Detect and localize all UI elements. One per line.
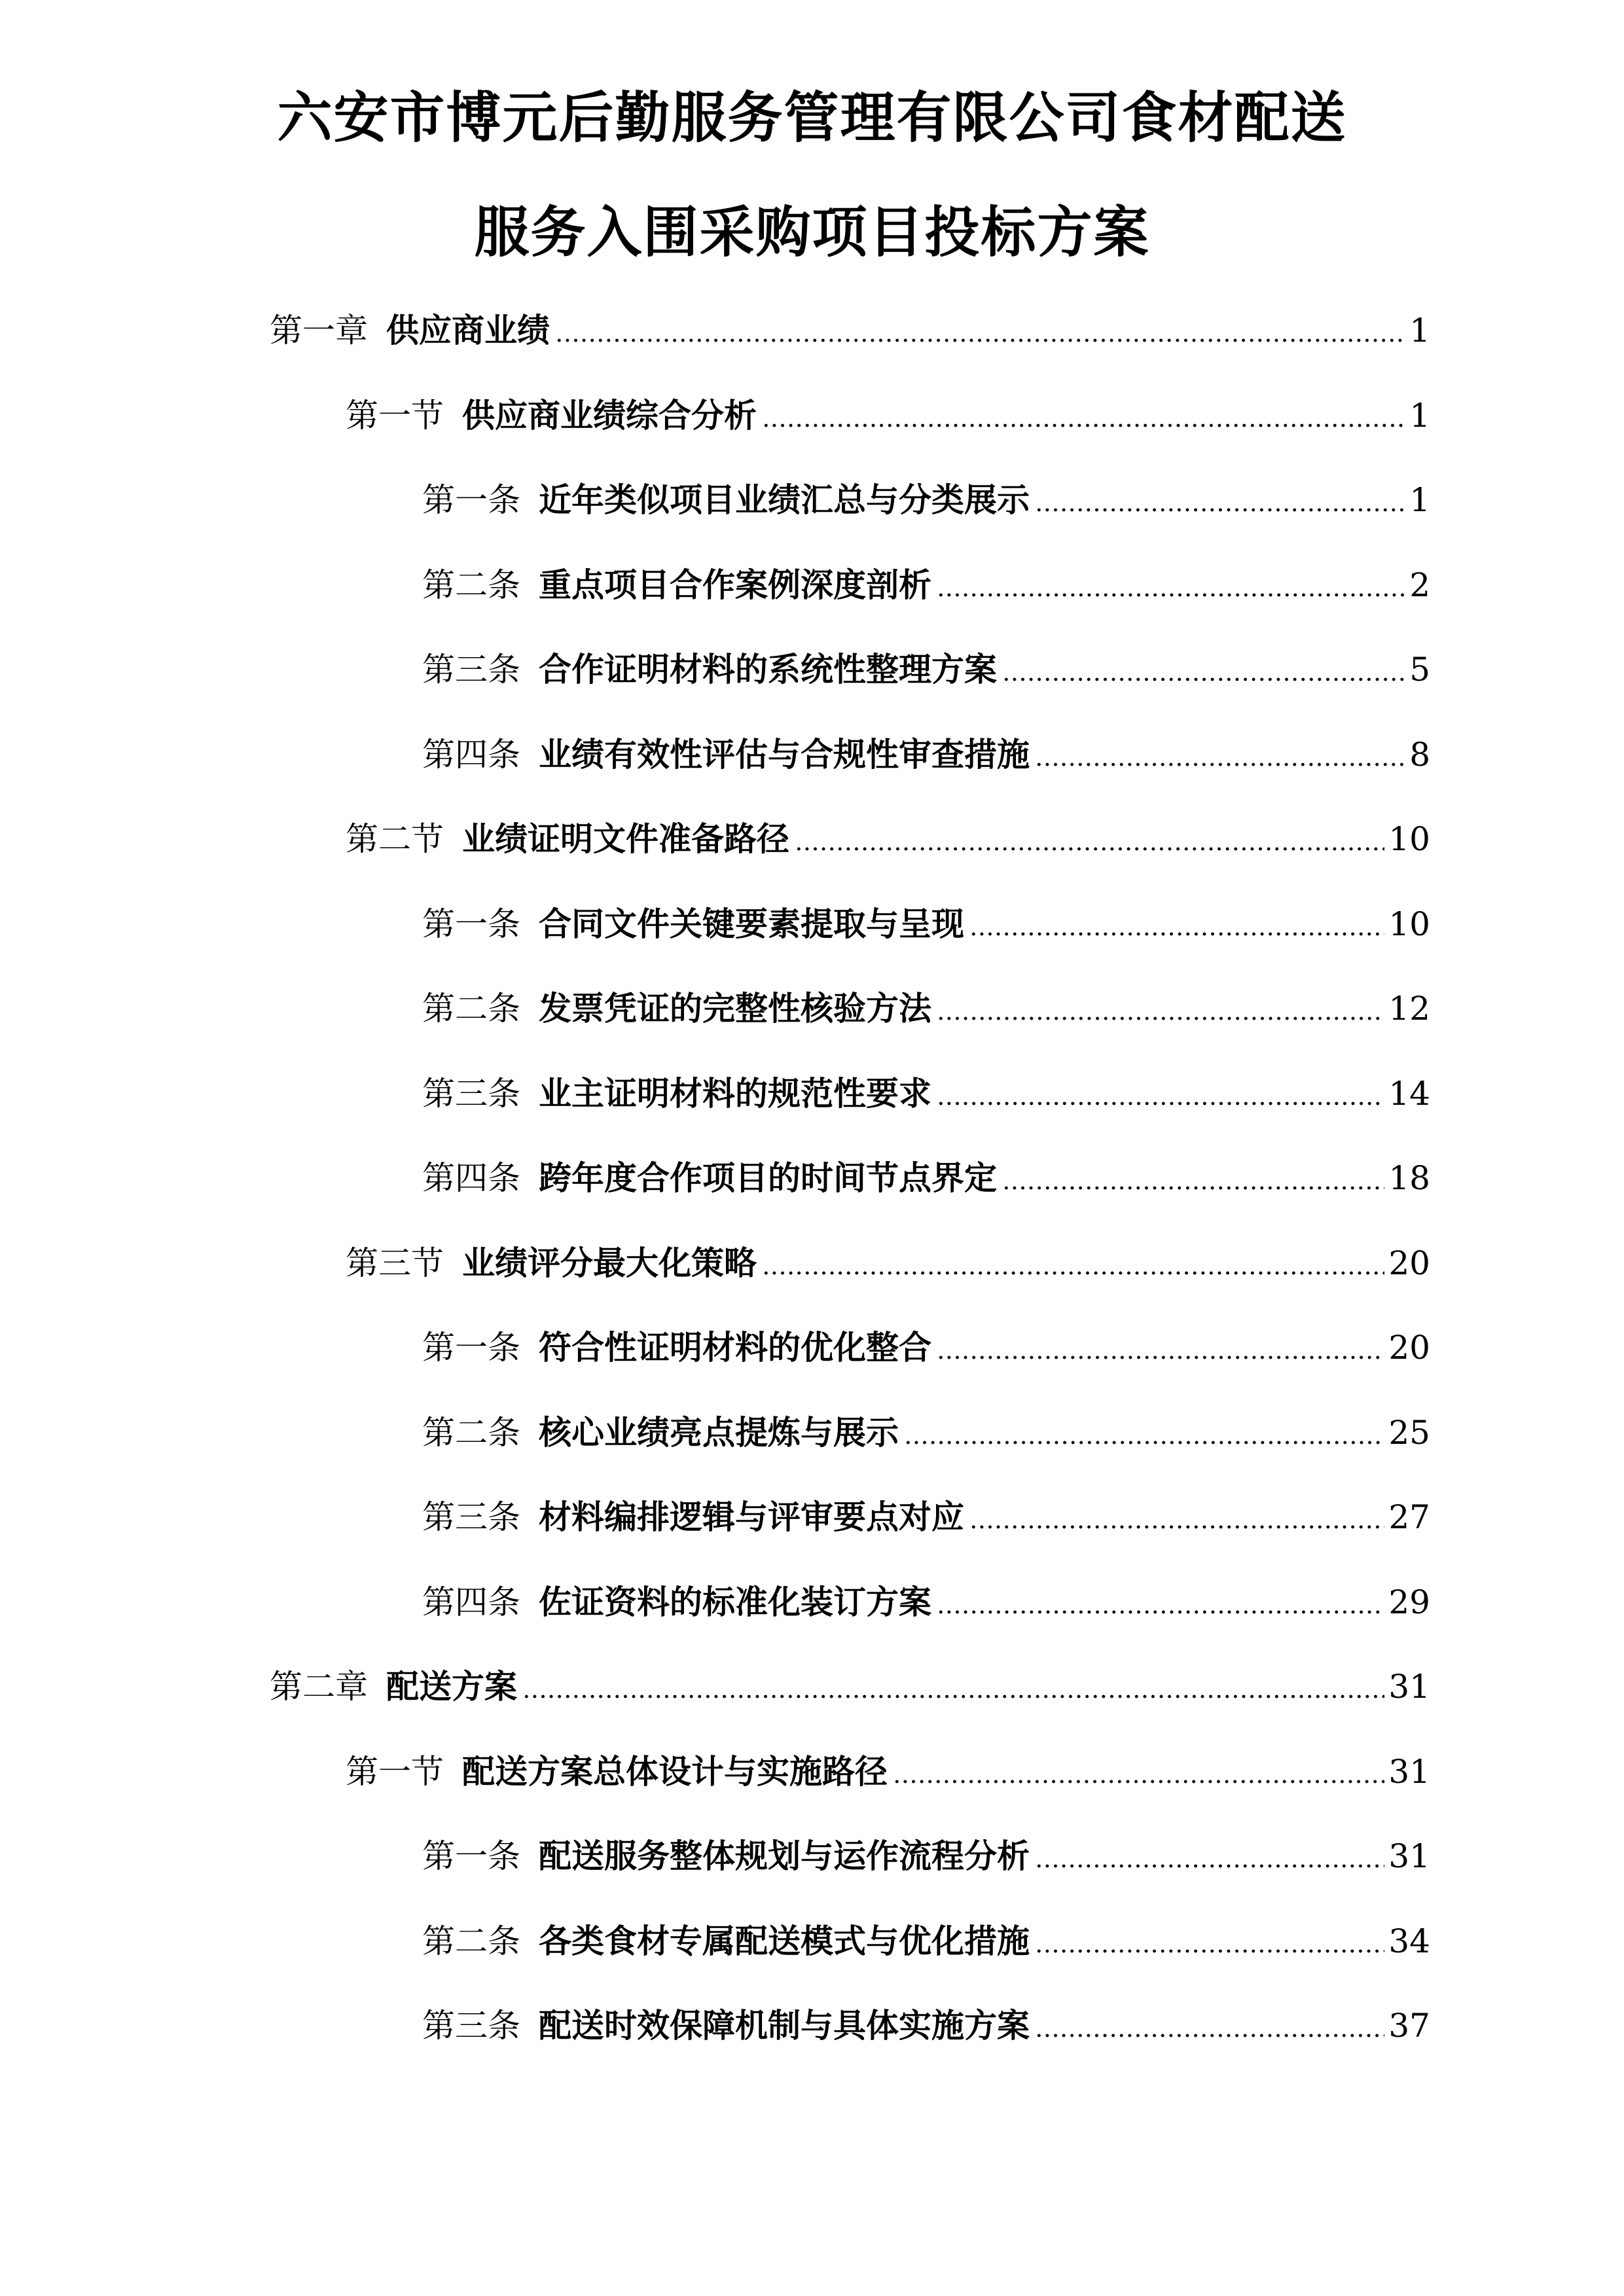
- toc-dot-leader: [795, 840, 1384, 853]
- toc-entry-title: 供应商业绩: [386, 312, 550, 350]
- toc-dot-leader: [762, 1264, 1384, 1277]
- toc-entry[interactable]: [422, 732, 1430, 778]
- toc-entry-number: 第三条: [422, 2007, 520, 2045]
- toc-dot-leader: [1002, 670, 1405, 683]
- toc-entry-title: 供应商业绩综合分析: [462, 396, 757, 435]
- toc-entry-title: 各类食材专属配送模式与优化措施: [539, 1922, 1030, 1960]
- toc-entry-title: 配送方案: [386, 1668, 517, 1706]
- toc-dot-leader: [937, 1603, 1384, 1616]
- toc-entry-page-number: 1: [1409, 312, 1430, 350]
- document-title-line-1: 六安市博元后勤服务管理有限公司食材配送: [277, 86, 1347, 150]
- toc-entry-page-number: 37: [1388, 2007, 1430, 2045]
- toc-entry-title: 合作证明材料的系统性整理方案: [539, 651, 997, 689]
- toc-entry-title: 近年类似项目业绩汇总与分类展示: [539, 481, 1030, 519]
- toc-entry-number: 第一条: [422, 1837, 520, 1875]
- toc-dot-leader: [904, 1433, 1384, 1446]
- toc-entry-page-number: 1: [1409, 396, 1430, 435]
- toc-dot-leader: [969, 925, 1384, 938]
- toc-entry-page-number: 12: [1388, 990, 1430, 1028]
- toc-dot-leader: [522, 1687, 1384, 1700]
- toc-dot-leader: [937, 1009, 1384, 1022]
- toc-entry[interactable]: [422, 2003, 1430, 2049]
- toc-dot-leader: [762, 416, 1405, 429]
- toc-entry-number: 第二节: [346, 820, 444, 858]
- toc-entry[interactable]: [422, 1071, 1430, 1117]
- toc-entry-number: 第三条: [422, 1074, 520, 1113]
- toc-entry-number: 第四条: [422, 735, 520, 774]
- toc-entry[interactable]: [422, 1579, 1430, 1625]
- toc-entry-number: 第一节: [346, 396, 444, 435]
- toc-entry-page-number: 20: [1388, 1329, 1430, 1367]
- toc-entry-page-number: 31: [1388, 1837, 1430, 1875]
- toc-entry[interactable]: [270, 308, 1430, 353]
- toc-entry[interactable]: [422, 1410, 1430, 1456]
- toc-entry-title: 发票凭证的完整性核验方法: [539, 990, 931, 1028]
- toc-entry-number: 第二条: [422, 1922, 520, 1960]
- toc-entry-page-number: 20: [1388, 1244, 1430, 1282]
- toc-dot-leader: [555, 331, 1405, 344]
- toc-entry-page-number: 25: [1388, 1413, 1430, 1452]
- toc-entry-title: 合同文件关键要素提取与呈现: [539, 905, 964, 943]
- toc-entry-number: 第二条: [422, 1413, 520, 1452]
- toc-entry[interactable]: [422, 986, 1430, 1031]
- toc-dot-leader: [893, 1772, 1384, 1785]
- toc-entry-page-number: 5: [1409, 651, 1430, 689]
- toc-entry-title: 业绩评分最大化策略: [462, 1244, 757, 1282]
- toc-entry-number: 第二章: [270, 1668, 368, 1706]
- toc-entry-title: 配送服务整体规划与运作流程分析: [539, 1837, 1030, 1875]
- toc-entry-title: 业绩有效性评估与合规性审查措施: [539, 735, 1030, 774]
- toc-dot-leader: [1002, 1179, 1384, 1192]
- toc-entry[interactable]: [270, 1664, 1430, 1710]
- toc-dot-leader: [1035, 2026, 1384, 2039]
- toc-entry[interactable]: [422, 1325, 1430, 1371]
- toc-entry-title: 配送时效保障机制与具体实施方案: [539, 2007, 1030, 2045]
- toc-dot-leader: [937, 1094, 1384, 1107]
- toc-entry-page-number: 1: [1409, 481, 1430, 519]
- toc-entry-page-number: 10: [1388, 820, 1430, 858]
- toc-dot-leader: [969, 1518, 1384, 1531]
- toc-entry[interactable]: [346, 1240, 1430, 1286]
- toc-entry-number: 第一条: [422, 905, 520, 943]
- toc-entry-page-number: 18: [1388, 1159, 1430, 1197]
- toc-entry-page-number: 34: [1388, 1922, 1430, 1960]
- toc-entry[interactable]: [422, 1918, 1430, 1964]
- toc-entry-page-number: 8: [1409, 735, 1430, 774]
- toc-entry-title: 材料编排逻辑与评审要点对应: [539, 1498, 964, 1536]
- toc-dot-leader: [1035, 755, 1405, 768]
- toc-entry-page-number: 27: [1388, 1498, 1430, 1536]
- toc-entry-number: 第一节: [346, 1752, 444, 1791]
- toc-entry-number: 第三条: [422, 651, 520, 689]
- toc-entry-page-number: 2: [1409, 565, 1430, 604]
- toc-entry[interactable]: [422, 1494, 1430, 1540]
- toc-entry-number: 第二条: [422, 565, 520, 604]
- toc-dot-leader: [1035, 1857, 1384, 1870]
- toc-entry-title: 跨年度合作项目的时间节点界定: [539, 1159, 997, 1197]
- toc-entry-title: 配送方案总体设计与实施路径: [462, 1752, 888, 1791]
- toc-entry[interactable]: [422, 477, 1430, 523]
- toc-entry-title: 佐证资料的标准化装订方案: [539, 1583, 931, 1621]
- toc-entry[interactable]: [422, 647, 1430, 692]
- toc-entry-page-number: 29: [1388, 1583, 1430, 1621]
- toc-dot-leader: [937, 1348, 1384, 1361]
- toc-entry[interactable]: [346, 816, 1430, 862]
- toc-entry-title: 符合性证明材料的优化整合: [539, 1329, 931, 1367]
- toc-entry-page-number: 10: [1388, 905, 1430, 943]
- toc-entry-number: 第三节: [346, 1244, 444, 1282]
- toc-entry-title: 业主证明材料的规范性要求: [539, 1074, 931, 1113]
- toc-entry-page-number: 14: [1388, 1074, 1430, 1113]
- toc-dot-leader: [1035, 501, 1405, 514]
- toc-entry-number: 第三条: [422, 1498, 520, 1536]
- toc-entry[interactable]: [346, 393, 1430, 439]
- toc-entry-title: 重点项目合作案例深度剖析: [539, 565, 931, 604]
- toc-entry-number: 第一条: [422, 481, 520, 519]
- toc-entry-title: 业绩证明文件准备路径: [462, 820, 789, 858]
- toc-entry-page-number: 31: [1388, 1668, 1430, 1706]
- toc-entry[interactable]: [422, 1155, 1430, 1201]
- toc-entry-number: 第四条: [422, 1159, 520, 1197]
- toc-entry[interactable]: [422, 562, 1430, 608]
- toc-entry-number: 第一条: [422, 1329, 520, 1367]
- toc-dot-leader: [1035, 1942, 1384, 1955]
- toc-dot-leader: [937, 586, 1405, 599]
- toc-entry-title: 核心业绩亮点提炼与展示: [539, 1413, 899, 1452]
- toc-entry[interactable]: [422, 901, 1430, 947]
- document-title-line-2: 服务入围采购项目投标方案: [474, 200, 1150, 264]
- toc-entry-page-number: 31: [1388, 1752, 1430, 1791]
- toc-entry-number: 第一章: [270, 312, 368, 350]
- toc-entry[interactable]: [422, 1833, 1430, 1879]
- toc-entry-number: 第二条: [422, 990, 520, 1028]
- toc-entry-number: 第四条: [422, 1583, 520, 1621]
- toc-entry[interactable]: [346, 1749, 1430, 1795]
